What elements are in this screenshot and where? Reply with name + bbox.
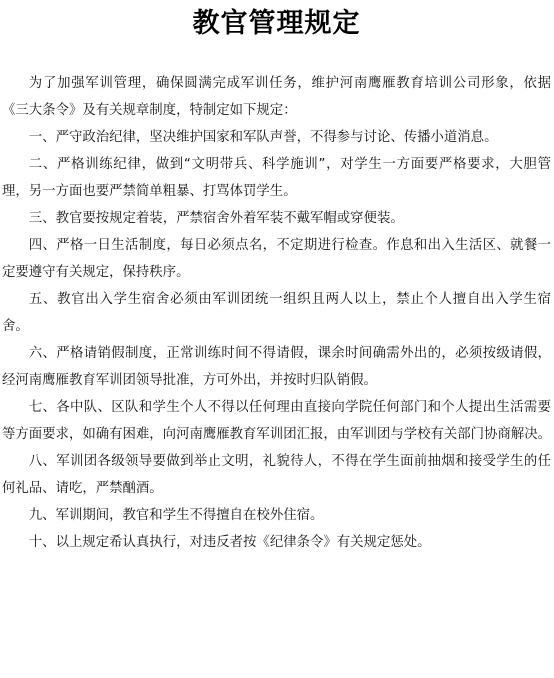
rule-paragraph: 五、教官出入学生宿舍必须由军训团统一组织且两人以上，禁止个人擅自出入学生宿舍。 — [2, 292, 551, 334]
rule-paragraph: 九、军训期间，教官和学生不得擅自在校外住宿。 — [28, 508, 324, 523]
rule-paragraph: 一、严守政治纪律，坚决维护国家和军队声誉，不得参与讨论、传播小道消息。 — [28, 130, 498, 145]
rule-paragraph: 八、军训团各级领导要做到举止文明，礼貌待人，不得在学生面前抽烟和接受学生的任何礼品、请吃，严禁酗酒。 — [2, 454, 551, 496]
document-title: 教官管理规定 — [192, 8, 361, 39]
rule-paragraph: 二、严格训练纪律，做到“文明带兵、科学施训”，对学生一方面要严格要求，大胆管理，另一方面也要严禁简单粗暴、打骂体罚学生。 — [2, 157, 551, 199]
intro-paragraph: 为了加强军训管理，确保圆满完成军训任务，维护河南鹰雁教育培训公司形象，依据《三大条令》及有关规章制度，特制定如下规定： — [2, 76, 551, 118]
rule-paragraph: 三、教官要按规定着装，严禁宿舍外着军装不戴军帽或穿便装。 — [28, 211, 404, 226]
document-body — [2, 70, 551, 556]
rule-paragraph: 四、严格一日生活制度，每日必须点名，不定期进行检查。作息和出入生活区、就餐一定要遵守有关规定，保持秩序。 — [2, 238, 551, 280]
rule-paragraph: 六、严格请销假制度，正常训练时间不得请假，课余时间确需外出的，必须按级请假，经河南鹰雁教育军训团领导批准，方可外出，并按时归队销假。 — [2, 346, 551, 388]
rule-paragraph: 十、以上规定希认真执行，对违反者按《纪律条令》有关规定惩处。 — [28, 535, 431, 550]
rule-paragraph: 七、各中队、区队和学生个人不得以任何理由直接向学院任何部门和个人提出生活需要等方面要求，如确有困难，向河南鹰雁教育军训团汇报，由军训团与学校有关部门协商解决。 — [2, 400, 552, 442]
